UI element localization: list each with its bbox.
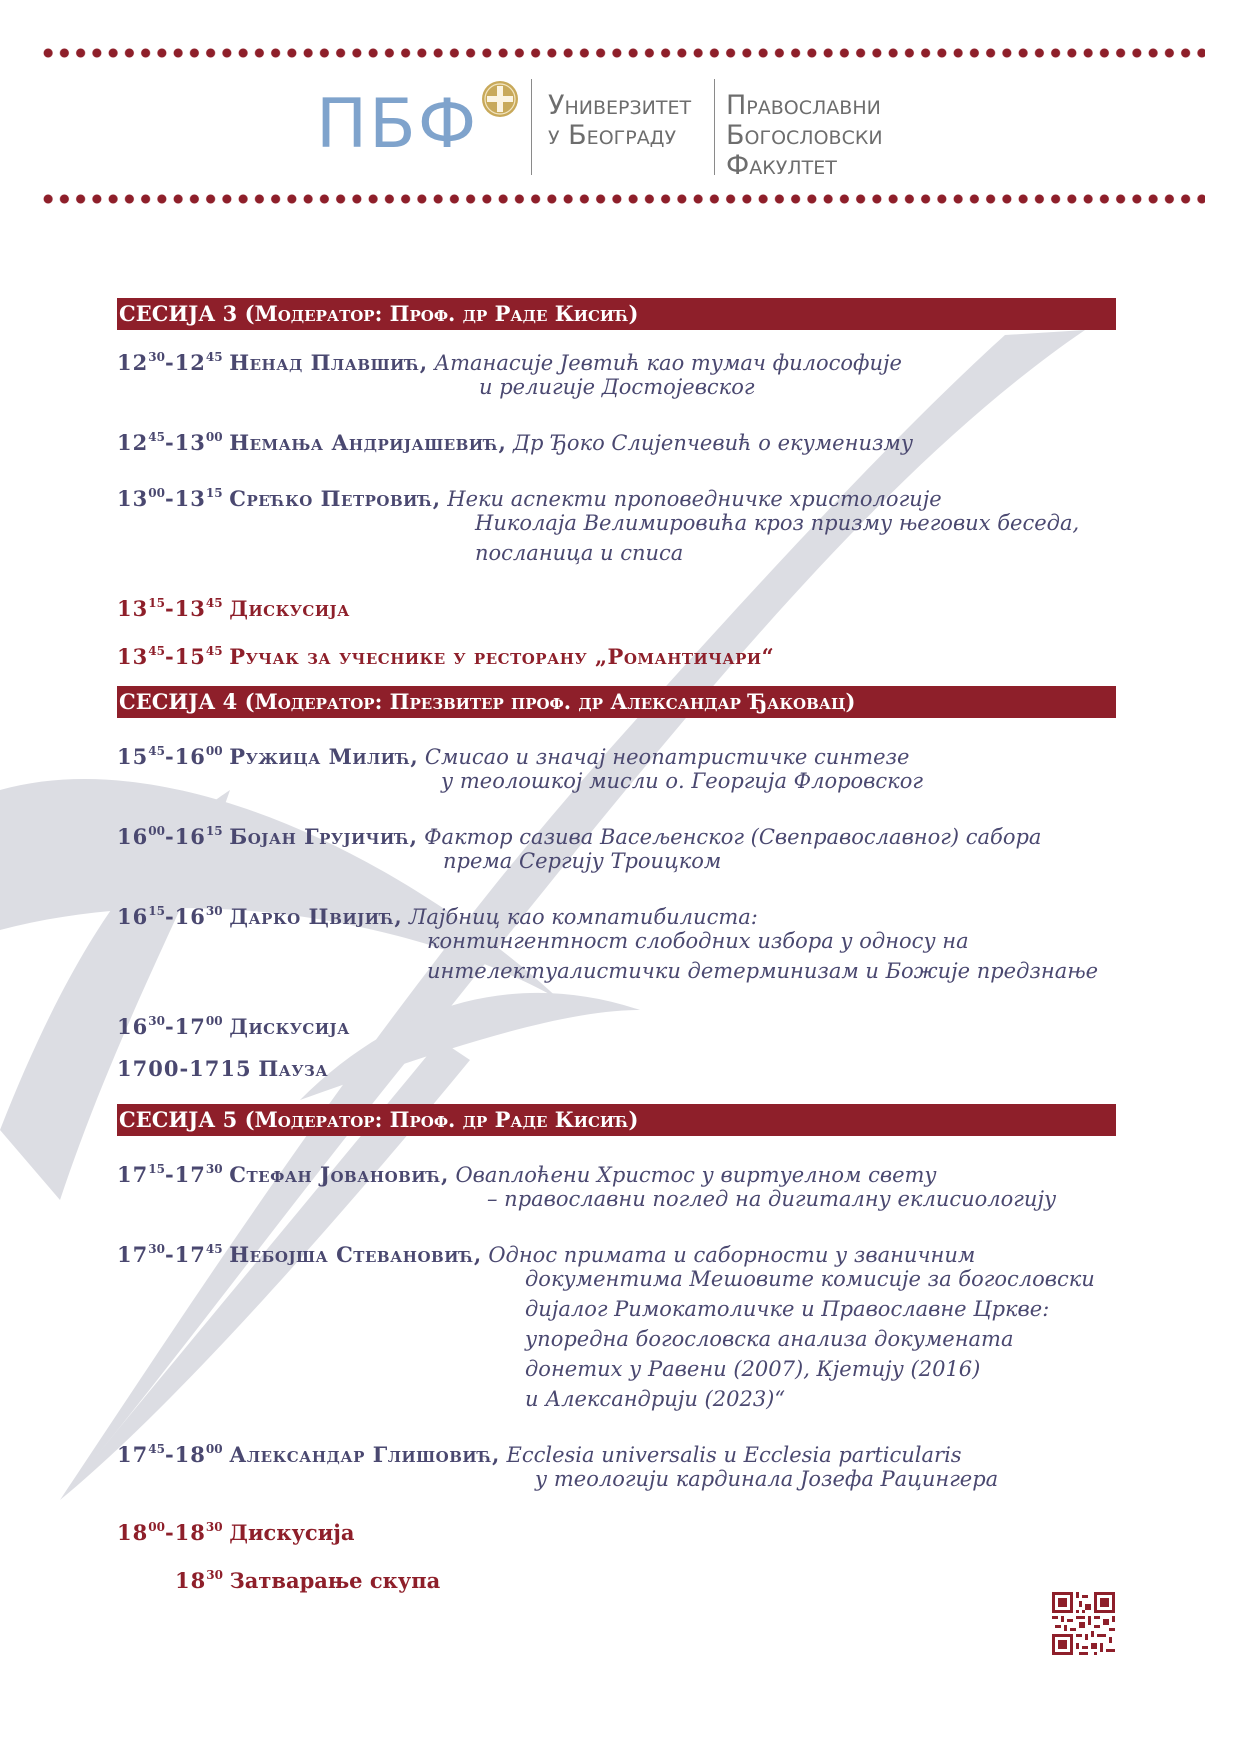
program-item: $13^{00}-13^{15}$ Срећко Петровић, Неки аспекти проповедничке христологије <box>117 486 942 511</box>
lunch-item: $13^{45}-15^{45}$ Ручак за учеснике у ресторану „Романтичари“ <box>117 644 775 669</box>
program-item: $16^{00}-16^{15}$ Бојан Грујичић, Фактор сазива Васељенског (Свеправославног) сабора <box>117 824 1042 849</box>
talk-title-continued: упоредна богословска анализа докумената <box>525 1327 1014 1351</box>
session-header: СЕСИЈА 4 (Модератор: Презвитер проф. др Александар Ђаковац) <box>117 686 1116 718</box>
program-item: $17^{30}-17^{45}$ Небојша Стевановић, Однос примата и саборности у званичним <box>117 1242 976 1267</box>
program-item: $15^{45}-16^{00}$ Ружица Милић, Смисао и значај неопатристичке синтезе <box>117 744 910 769</box>
program-item: $17^{15}-17^{30}$ Стефан Јовановић, Оваплоћени Христос у виртуелном свету <box>117 1162 937 1187</box>
faculty-header <box>316 75 916 185</box>
university-name: Универзитет у Београду <box>548 90 692 151</box>
talk-title-continued: контингентност слободних избора у односу на <box>427 929 969 953</box>
talk-title-continued: донетих у Равени (2007), Кјетију (2016) <box>525 1357 981 1381</box>
talk-title-continued: у теолошкој мисли о. Георгија Флоровског <box>441 769 923 793</box>
talk-title: Лајбниц као компатибилиста: <box>408 905 758 929</box>
talk-title: Однос примата и саборности у званичним <box>488 1243 976 1267</box>
talk-title: Неки аспекти проповедничке христологије <box>447 487 942 511</box>
speaker-name: Стефан Јовановић, <box>229 1162 449 1187</box>
talk-title-continued: посланица и списа <box>475 541 684 565</box>
speaker-name: Срећко Петровић, <box>229 486 441 511</box>
talk-title-continued: и религије Достојевског <box>479 375 755 399</box>
talk-title: Др Ђоко Слијепчевић о екуменизму <box>512 431 914 455</box>
talk-title-continued: дијалог Римокатоличке и Православне Цркве: <box>525 1297 1050 1321</box>
divider-line <box>714 79 715 175</box>
discussion-item: $18^{00}-18^{30}$ Дискусија <box>117 1520 355 1545</box>
talk-title-continued: у теологији кардинала Јозефа Рацингера <box>535 1467 999 1491</box>
program-item: $17^{45}-18^{00}$ Александар Глишовић, Ecclesia universalis и Ecclesia particularis <box>117 1442 962 1467</box>
talk-title: Ecclesia universalis и Ecclesia particularis <box>506 1443 962 1467</box>
talk-title-continued: према Сергију Троицком <box>443 849 722 873</box>
talk-title-continued: и Александрији (2023)“ <box>525 1387 786 1411</box>
program-item: $12^{45}-13^{00}$ Немања Андријашевић, Др Ђоко Слијепчевић о екуменизму <box>117 430 914 455</box>
speaker-name: Дарко Цвијић, <box>229 904 403 929</box>
talk-title: Фактор сазива Васељенског (Свеправославног) сабора <box>424 825 1042 849</box>
program-item: $16^{15}-16^{30}$ Дарко Цвијић, Лајбниц као компатибилиста: <box>117 904 758 929</box>
speaker-name: Бојан Грујичић, <box>229 824 418 849</box>
closing-item: $18^{30}$ Затварање скупа <box>175 1568 441 1593</box>
faculty-name: Православни Богословски Факултет <box>726 90 883 181</box>
talk-title-continued: документима Мешовите комисије за богословски <box>525 1267 1095 1291</box>
talk-title-continued: интелектуалистички детерминизам и Божије предзнање <box>427 959 1099 983</box>
speaker-name: Ружица Милић, <box>229 744 419 769</box>
cross-icon <box>480 79 520 119</box>
pause-item: 1700-1715 Пауза <box>117 1056 329 1081</box>
talk-title: Оваплоћени Христос у виртуелном свету <box>455 1163 937 1187</box>
speaker-name: Ненад Плавшић, <box>229 350 428 375</box>
speaker-name: Немања Андријашевић, <box>229 430 507 455</box>
talk-title: Смисао и значај неопатристичке синтезе <box>424 745 910 769</box>
faculty-logo: ПБФ <box>316 85 479 164</box>
discussion-item: $16^{30}-17^{00}$ Дискусија <box>117 1014 350 1039</box>
talk-title-continued: Николаја Велимировића кроз призму његових беседа, <box>475 511 1080 535</box>
discussion-item: $13^{15}-13^{45}$ Дискусија <box>117 596 350 621</box>
speaker-name: Александар Глишовић, <box>229 1442 500 1467</box>
speaker-name: Небојша Стевановић, <box>229 1242 482 1267</box>
talk-title: Атанасије Јевтић као тумач философије <box>434 351 902 375</box>
qr-code <box>1052 1592 1115 1655</box>
program-item: $12^{30}-12^{45}$ Ненад Плавшић, Атанасије Јевтић као тумач философије <box>117 350 902 375</box>
divider-line <box>531 79 532 175</box>
session-header: СЕСИЈА 3 (Модератор: Проф. др Раде Кисић) <box>117 298 1116 330</box>
session-header: СЕСИЈА 5 (Модератор: Проф. др Раде Кисић) <box>117 1104 1116 1136</box>
talk-title-continued: – православни поглед на дигиталну еклисиологију <box>487 1187 1057 1211</box>
